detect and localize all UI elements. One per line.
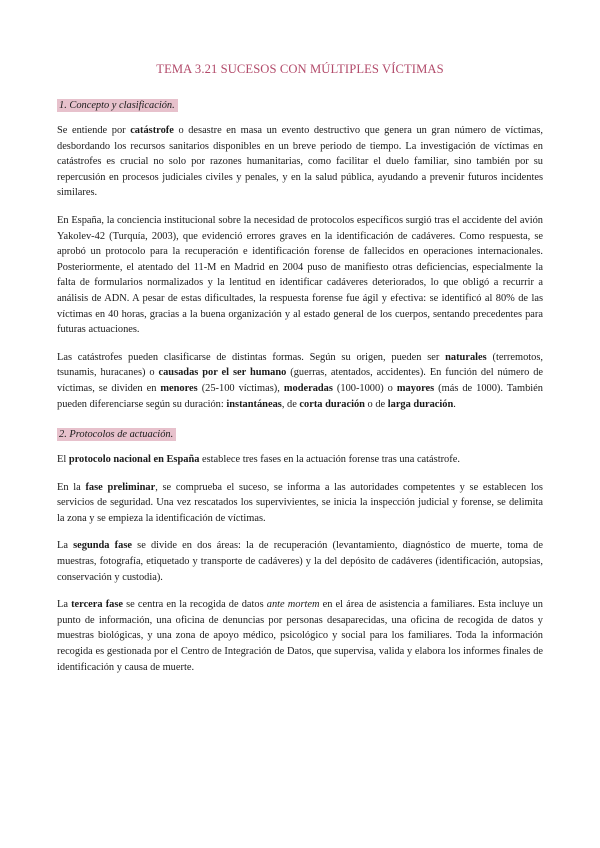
term-segunda-fase: segunda fase bbox=[73, 540, 132, 552]
term-instantaneas: instantáneas bbox=[226, 398, 282, 410]
text-run: . bbox=[453, 398, 456, 410]
section-protocolos bbox=[57, 424, 543, 675]
paragraph-segunda-fase bbox=[57, 538, 543, 585]
term-protocolo-nacional: protocolo nacional en España bbox=[68, 454, 200, 466]
text-run: o desastre en masa un evento destructivo que genera un gran número de víctimas, desbordando los recursos sanitarios disponibles en un breve periodo de tiempo. La investigación de víctimas en catástrofes es crucial no solo por razones humanitarias, como facilitar el duelo familiar, sino también por su repercusión en procesos judiciales civiles y penales, y en la salud pública, ayudando a prevenir futuros incidentes similares. bbox=[57, 125, 543, 199]
term-mayores: mayores bbox=[396, 382, 435, 394]
text-run: Se entiende por bbox=[57, 125, 131, 136]
paragraph-clasificacion bbox=[57, 350, 543, 412]
section-concepto bbox=[57, 95, 543, 412]
paragraph-protocolo-nacional bbox=[57, 452, 543, 468]
paragraph-espana: En España, la conciencia institucional sobre la necesidad de protocolos específicos surgió tras el accidente del avión Yakolev-42 (Turquía, 2003), que evidenció errores graves en la identificación de cadáveres. Como respuesta, se aprobó un protocolo para la recuperación e identificación forense de fallecidos en operaciones internacionales. Posteriormente, el atentado del 11-M en Madrid en 2004 puso de manifiesto otras deficiencias, especialmente la falta de formularios normalizados y la lentitud en identificar cadáveres deteriorados, lo que obligó a recurrir a análisis de ADN. A pesar de estas dificultades, la respuesta forense fue ágil y efectiva: se identificó al 80% de las víctimas en 40 horas, gracias a la buena organización y al estado general de los cuerpos, sentando precedentes para futuras actuaciones. bbox=[57, 214, 543, 336]
text-run: El bbox=[57, 454, 69, 466]
text-run: se divide en dos áreas: la de recuperación (levantamiento, diagnóstico de muerte, toma de muestras, fotografía, etiquetado y transporte de cadáveres) y la del depósito de cadáveres (identificación, autopsias, conservación y custodia). bbox=[57, 540, 543, 583]
term-larga-duracion: larga duración bbox=[387, 398, 454, 410]
term-menores: menores bbox=[160, 382, 198, 394]
text-run: La bbox=[57, 540, 74, 552]
text-run: , se comprueba el suceso, se informa a las autoridades competentes y se establecen los servicios de seguridad. Una vez rescatados los supervivientes, se inicia la inspección judicial y forense, se delimita la zona y se empieza la identificación de víctimas. bbox=[57, 481, 543, 524]
term-corta-duracion: corta duración bbox=[299, 398, 365, 410]
term-ante-mortem: ante mortem bbox=[266, 599, 320, 611]
term-naturales: naturales bbox=[445, 351, 487, 363]
paragraph-definicion bbox=[57, 123, 543, 201]
term-causadas-ser-humano: causadas por el ser humano bbox=[158, 367, 287, 379]
text-run: se centra en la recogida de datos bbox=[123, 599, 267, 611]
text-run: En la bbox=[57, 481, 86, 493]
section-heading-protocolos: 2. Protocolos de actuación. bbox=[57, 428, 176, 441]
term-tercera-fase: tercera fase bbox=[71, 599, 124, 611]
text-run: (terremotos, tsunamis, huracanes) o bbox=[57, 351, 543, 379]
text-run: Las catástrofes pueden clasificarse de distintas formas. Según su origen, pueden ser bbox=[57, 351, 446, 363]
paragraph-fase-preliminar bbox=[57, 480, 543, 527]
term-moderadas: moderadas bbox=[283, 382, 333, 394]
term-catastrofe: catástrofe bbox=[130, 125, 174, 136]
text-run: (guerras, atentados, accidentes). En función del número de víctimas, se dividen en bbox=[57, 367, 544, 394]
paragraph-tercera-fase bbox=[57, 597, 543, 675]
section-heading-concepto: 1. Concepto y clasificación. bbox=[57, 99, 178, 112]
text-run: (100-1000) o bbox=[332, 382, 397, 394]
text-run: , de bbox=[281, 398, 300, 410]
document-title: TEMA 3.21 SUCESOS CON MÚLTIPLES VÍCTIMAS bbox=[156, 62, 444, 76]
text-run: (más de 1000). También pueden diferenciarse según su duración: bbox=[57, 382, 543, 410]
text-run: en el área de asistencia a familiares. Esta incluye un punto de información, una oficina de denuncias por personas desaparecidas, una oficina de recogida de datos y muestras biológicas, y una zona de apoyo médico, psicológico y social para los familiares. Toda la información recogida es gestionada por el Centro de Integración de Datos, que supervisa, valida y elabora los informes finales de identificación y causa de muerte. bbox=[57, 599, 543, 673]
text-run: La bbox=[57, 599, 72, 611]
term-fase-preliminar: fase preliminar bbox=[85, 481, 156, 493]
text-run: (25-100 víctimas), bbox=[197, 382, 284, 394]
text-run: o de bbox=[364, 398, 388, 410]
text-run: establece tres fases en la actuación forense tras una catástrofe. bbox=[199, 454, 460, 466]
